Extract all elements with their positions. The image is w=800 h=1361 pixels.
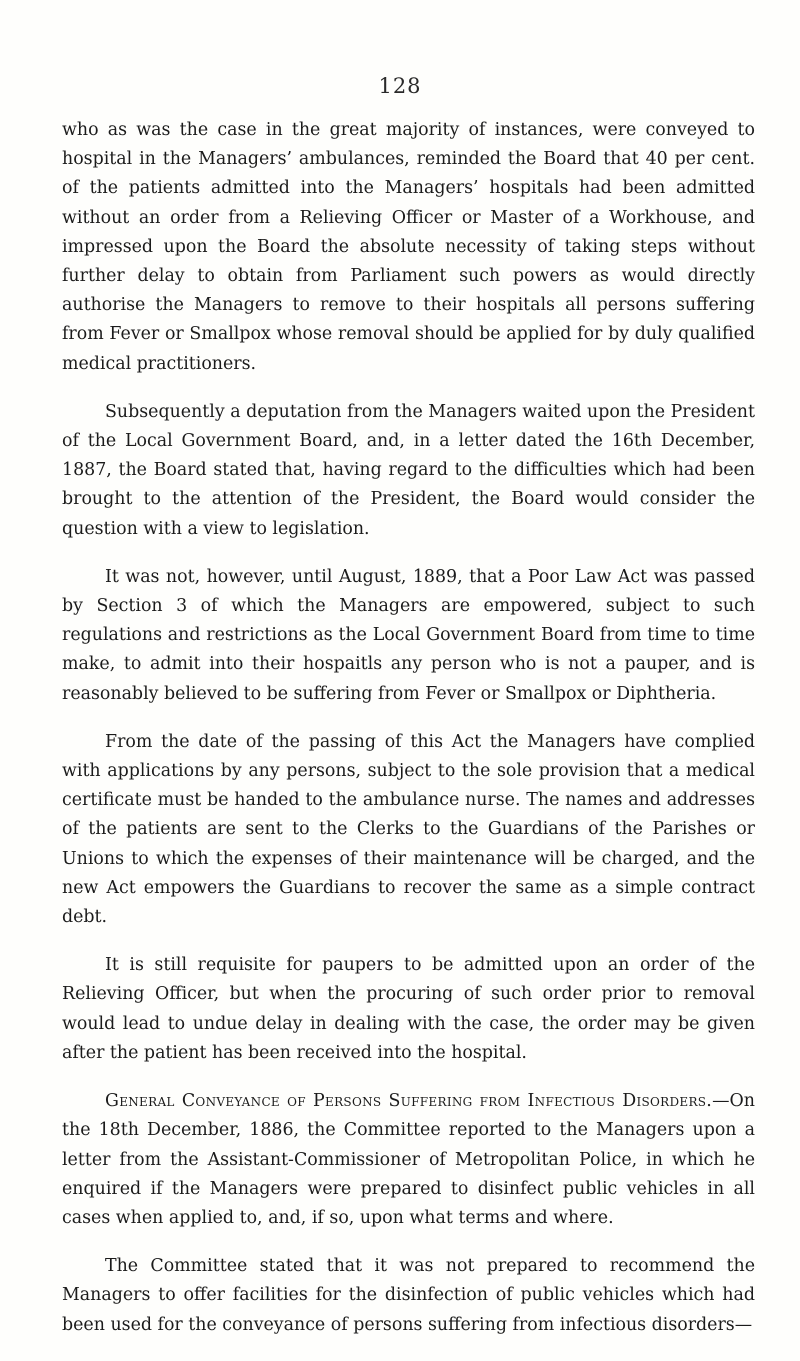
section-heading: General Conveyance of Persons Suffering from Infectious Disorders. <box>105 1091 713 1112</box>
body-text <box>62 116 755 1359</box>
paragraph-poor-law-act: It was not, however, until August, 1889, that a Poor Law Act was passed by Section 3 of which the Managers are empowered, subject to such regulations and restrictions as the Local Government Board from time to time make, to admit into their hospaitls any person who is not a pauper, and is reasonably believed to be suffering from Fever or Smallpox or Diphtheria. <box>62 566 755 704</box>
paragraph-applications: From the date of the passing of this Act the Managers have complied with applications by any persons, subject to the sole provision that a medical certificate must be handed to the ambulance nurse. The names and addresses of the patients are sent to the Clerks to the Guardians of the Parishes or Unions to which the expenses of their maintenance will be charged, and the new Act empowers the Guardians to recover the same as a simple contract debt. <box>62 731 755 928</box>
page-number: 128 <box>378 74 422 98</box>
paragraph-paupers: It is still requisite for paupers to be admitted upon an order of the Relieving Officer, but when the procuring of such order prior to removal would lead to undue delay in dealing with the case, the order may be given after the patient has been received into the hospital. <box>62 955 755 1063</box>
paragraph-deputation: Subsequently a deputation from the Managers waited upon the President of the Local Government Board, and, in a letter dated the 16th December, 1887, the Board stated that, having regard to the difficulties which had been brought to the attention of the President, the Board would consider the question with a view to legislation. <box>62 401 755 539</box>
section-text: —On the 18th December, 1886, the Committee reported to the Managers upon a letter from the Assistant-Commissioner of Metropolitan Police, in which he enquired if the Managers were prepared to disinfect public vehicles in all cases when applied to, and, if so, upon what terms and where. <box>62 1091 755 1228</box>
paragraph-committee-stated: The Committee stated that it was not prepared to recommend the Managers to offer facilities for the disinfection of public vehicles which had been used for the conveyance of persons suffering from infectious disorders— <box>62 1256 755 1335</box>
paragraph-general-conveyance <box>62 1087 755 1233</box>
paragraph-continuation: who as was the case in the great majority of instances, were conveyed to hospital in the Managers’ ambulances, reminded the Board that 40 per cent. of the patients admitted into the Managers’ hospitals had been admitted without an order from a Relieving Officer or Master of a Workhouse, and impressed upon the Board the absolute necessity of taking steps without further delay to obtain from Parliament such powers as would directly authorise the Managers to remove to their hospitals all persons suffering from Fever or Smallpox whose removal should be applied for by duly qualified medical practitioners. <box>62 120 755 374</box>
